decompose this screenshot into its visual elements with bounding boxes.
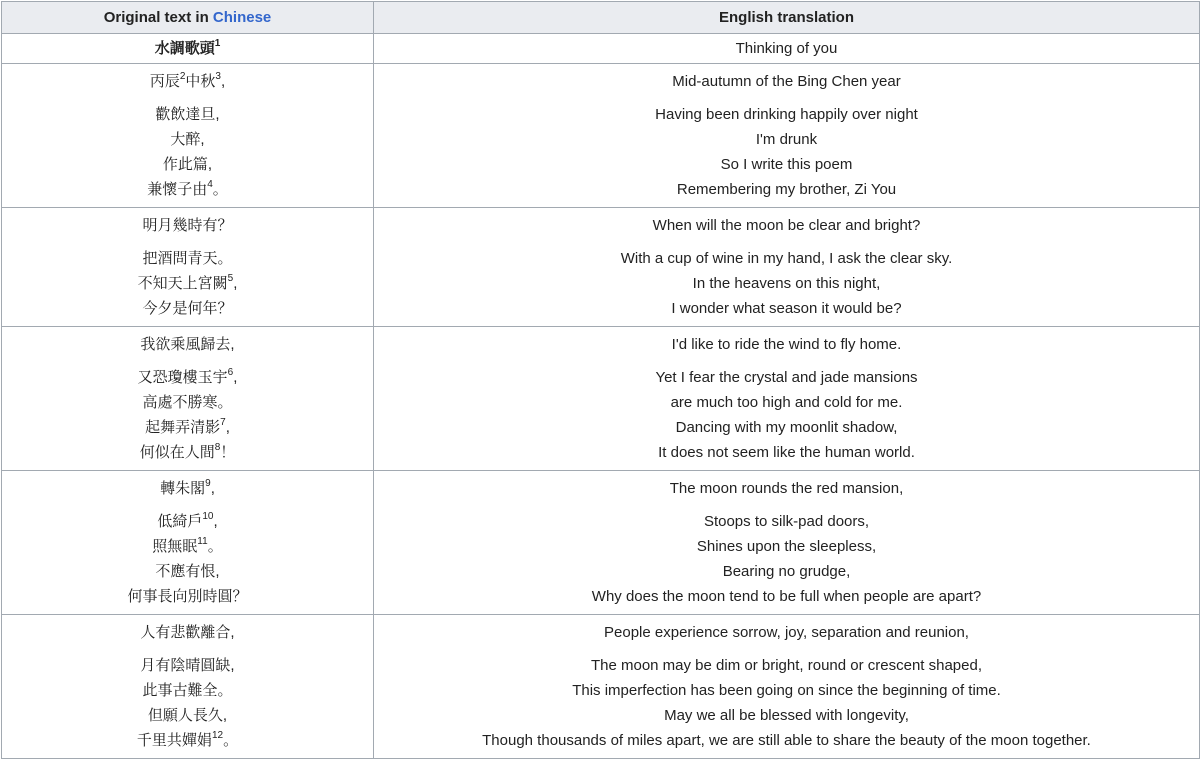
stanza-row xyxy=(2,327,1200,471)
chinese-line-text: 何事長向別時圓？ xyxy=(127,588,248,605)
chinese-line-text: 。 xyxy=(207,538,223,555)
english-line: Stoops to silk-pad doors, xyxy=(703,513,870,530)
english-line: So I write this poem xyxy=(720,156,853,173)
poem-translation-table xyxy=(1,1,1200,759)
chinese-line-text: 高處不勝寒。 xyxy=(142,394,233,411)
chinese-line xyxy=(2,246,373,271)
chinese-line-text: 我欲乘風歸去, xyxy=(140,336,235,353)
english-line: The moon rounds the red mansion, xyxy=(669,480,904,497)
chinese-line-text: 月有陰晴圓缺, xyxy=(140,657,235,674)
stanza-english xyxy=(374,471,1200,615)
chinese-line-text: 起舞弄清影 xyxy=(145,419,221,436)
english-line: Having been drinking happily over night xyxy=(655,106,918,123)
chinese-line-text: 照無眠 xyxy=(152,538,198,555)
english-line: Dancing with my moonlit shadow, xyxy=(675,419,898,436)
chinese-line xyxy=(2,620,373,645)
chinese-line xyxy=(2,703,373,728)
chinese-line-text: , xyxy=(220,73,226,90)
footnote-ref[interactable]: 9 xyxy=(205,478,211,489)
chinese-line-text: 此事古難全。 xyxy=(142,682,233,699)
title-english: Thinking of you xyxy=(374,34,1200,64)
chinese-line-text: 低綺戶 xyxy=(157,513,203,530)
chinese-line-text: 丙辰 xyxy=(149,73,180,90)
english-line: May we all be blessed with longevity, xyxy=(664,707,909,724)
english-line: I'm drunk xyxy=(755,131,818,148)
stanza-chinese xyxy=(2,471,374,615)
chinese-line-text: 不知天上宮闕 xyxy=(137,275,228,292)
chinese-line-text: , xyxy=(233,275,238,292)
chinese-line-text: , xyxy=(210,480,215,497)
english-line: The moon may be dim or bright, round or crescent shaped, xyxy=(590,657,983,674)
english-line: Shines upon the sleepless, xyxy=(696,538,877,555)
header-english-translation: English translation xyxy=(374,2,1200,34)
chinese-line-text: 大醉, xyxy=(170,131,205,148)
chinese-line-text: 把酒問青天。 xyxy=(142,250,233,267)
stanza-row xyxy=(2,615,1200,759)
english-line: When will the moon be clear and bright? xyxy=(652,217,921,234)
chinese-line xyxy=(2,476,373,501)
english-line: I'd like to ride the wind to fly home. xyxy=(671,336,902,353)
footnote-ref[interactable]: 6 xyxy=(227,367,234,378)
chinese-line xyxy=(2,559,373,584)
chinese-line xyxy=(2,177,373,202)
english-line: It does not seem like the human world. xyxy=(658,444,915,461)
footnote-ref[interactable]: 8 xyxy=(214,442,221,453)
stanza-chinese xyxy=(2,327,374,471)
chinese-line-text: 千里共嬋娟 xyxy=(136,732,212,749)
footnote-ref[interactable]: 4 xyxy=(207,179,213,190)
chinese-line xyxy=(2,69,373,94)
title-row xyxy=(2,34,1200,64)
chinese-line-text: , xyxy=(213,513,218,530)
stanza-chinese xyxy=(2,208,374,327)
english-line: This imperfection has been going on since the beginning of time. xyxy=(572,682,1001,699)
stanza-english xyxy=(374,208,1200,327)
chinese-line xyxy=(2,152,373,177)
chinese-line-text: 轉朱閣 xyxy=(160,480,206,497)
english-line: I wonder what season it would be? xyxy=(671,300,902,317)
english-line: are much too high and cold for me. xyxy=(670,394,903,411)
chinese-line-text: 但願人長久, xyxy=(147,707,228,724)
chinese-line xyxy=(2,127,373,152)
english-line: Yet I fear the crystal and jade mansions xyxy=(655,369,918,386)
chinese-line-text: 又恐瓊樓玉宇 xyxy=(137,369,228,386)
chinese-line-text: 歡飲達旦, xyxy=(155,106,220,123)
footnote-ref[interactable]: 10 xyxy=(202,511,214,522)
chinese-line-text: 今夕是何年？ xyxy=(142,300,233,317)
footnote-ref[interactable]: 2 xyxy=(179,71,186,82)
footnote-ref[interactable]: 5 xyxy=(227,273,234,284)
chinese-line-text: 。 xyxy=(223,732,239,749)
chinese-line-text: 不應有恨, xyxy=(155,563,220,580)
chinese-line xyxy=(2,440,373,465)
stanza-row xyxy=(2,64,1200,208)
chinese-line-text: ！ xyxy=(220,444,236,461)
stanza-chinese xyxy=(2,615,374,759)
english-line: People experience sorrow, joy, separation and reunion, xyxy=(604,624,969,641)
footnote-ref[interactable]: 7 xyxy=(220,417,226,428)
chinese-line xyxy=(2,213,373,238)
stanza-row xyxy=(2,208,1200,327)
footnote-ref[interactable]: 12 xyxy=(211,730,224,741)
chinese-line-text: 兼懷子由 xyxy=(147,181,208,198)
title-chinese-text: 水調歌頭 xyxy=(154,40,215,57)
chinese-line xyxy=(2,584,373,609)
stanza-chinese xyxy=(2,64,374,208)
chinese-line xyxy=(2,296,373,321)
footnote-ref-1[interactable]: 1 xyxy=(214,38,221,49)
chinese-line-text: , xyxy=(233,369,238,386)
chinese-line xyxy=(2,728,373,753)
stanza-english xyxy=(374,615,1200,759)
title-chinese xyxy=(2,34,374,64)
chinese-line xyxy=(2,509,373,534)
chinese-line-text: 作此篇, xyxy=(162,156,213,173)
chinese-line xyxy=(2,365,373,390)
header-row xyxy=(2,2,1200,34)
footnote-ref[interactable]: 11 xyxy=(197,536,208,547)
chinese-link[interactable]: Chinese xyxy=(212,9,272,26)
english-line: With a cup of wine in my hand, I ask the clear sky. xyxy=(620,250,953,267)
chinese-line xyxy=(2,415,373,440)
chinese-line-text: 明月幾時有？ xyxy=(142,217,233,234)
stanza-english xyxy=(374,64,1200,208)
english-line: In the heavens on this night, xyxy=(692,275,881,292)
english-line: Why does the moon tend to be full when people are apart? xyxy=(591,588,982,605)
chinese-line xyxy=(2,390,373,415)
stanza-row xyxy=(2,471,1200,615)
chinese-line xyxy=(2,102,373,127)
chinese-line-text: 人有悲歡離合, xyxy=(140,624,235,641)
english-line: Remembering my brother, Zi You xyxy=(676,181,897,198)
english-line: Bearing no grudge, xyxy=(722,563,851,580)
footnote-ref[interactable]: 3 xyxy=(215,71,221,82)
chinese-line-text: 何似在人間 xyxy=(139,444,215,461)
header-original-text xyxy=(2,2,374,34)
english-line: Though thousands of miles apart, we are still able to share the beauty of the moon together. xyxy=(482,732,1091,749)
chinese-line xyxy=(2,332,373,357)
chinese-line xyxy=(2,271,373,296)
chinese-line-text: , xyxy=(225,419,230,436)
chinese-line xyxy=(2,678,373,703)
chinese-line-text: 中秋 xyxy=(185,73,216,90)
chinese-line-text: 。 xyxy=(212,181,228,198)
stanza-english xyxy=(374,327,1200,471)
chinese-line xyxy=(2,653,373,678)
header-original-prefix: Original text in xyxy=(103,9,213,26)
chinese-line xyxy=(2,534,373,559)
english-line: Mid-autumn of the Bing Chen year xyxy=(672,73,901,90)
